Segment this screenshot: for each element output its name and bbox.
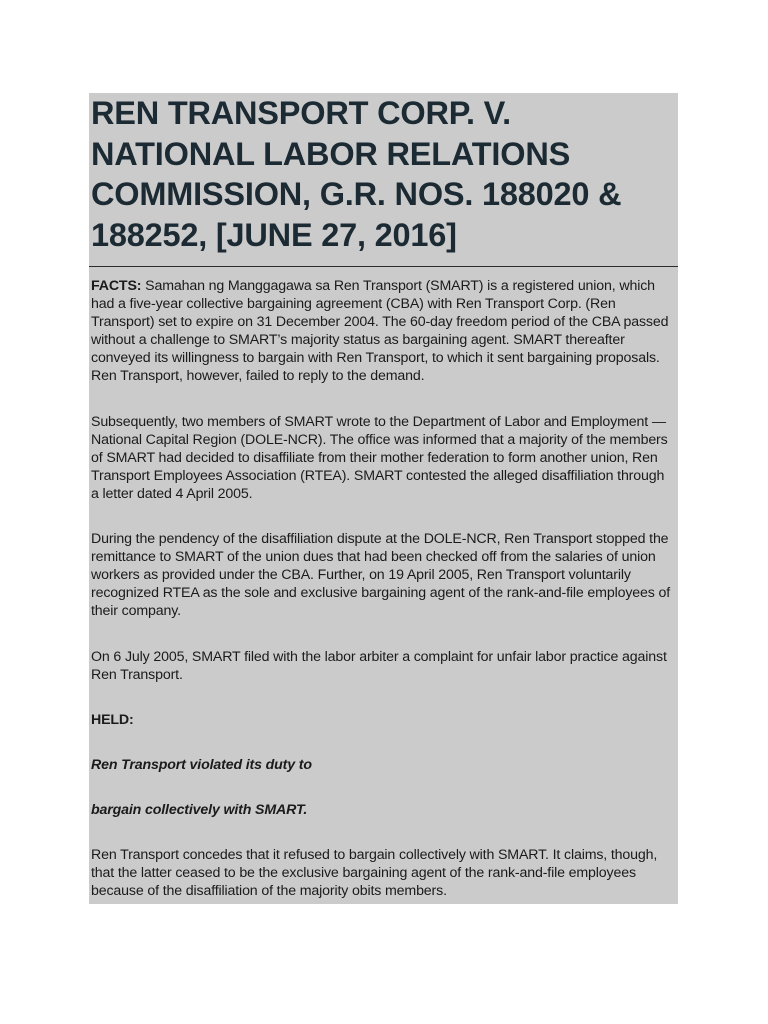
paragraph-disaffiliation: Subsequently, two members of SMART wrote to the Department of Labor and Employment — National Capital Region (DOLE-NCR). The office was informed that a majority of the members of SMART had decided to disaffiliate from their mother federation to form another union, Ren Transport Employees Association (RTEA). SMART contested the alleged disaffiliation through a letter dated 4 April 2005. [91,413,668,502]
document-body [91,277,675,904]
facts-label: FACTS: [91,278,142,294]
ruling-line-2: bargain collectively with SMART. [91,801,308,818]
paragraph-complaint: On 6 July 2005, SMART filed with the labor arbiter a complaint for unfair labor practice against Ren Transport. [91,648,667,683]
paragraph-pendency: During the pendency of the disaffiliation dispute at the DOLE-NCR, Ren Transport stopped the remittance to SMART of the union dues that had been checked off from the salaries of union workers as provided under the CBA. Further, on 19 April 2005, Ren Transport voluntarily recognized RTEA as the sole and exclusive bargaining agent of the rank-and-file employees of their company. [91,531,671,620]
facts-text: Samahan ng Manggagawa sa Ren Transport (SMART) is a registered union, which had a five-year collective bargaining agreement (CBA) with Ren Transport Corp. (Ren Transport) set to expire on 31 December 2004. The 60-day freedom period of the CBA passed without a challenge to SMART’s majority status as bargaining agent. SMART thereafter conveyed its willingness to bargain with Ren Transport, to which it sent bargaining proposals. Ren Transport, however, failed to reply to the demand. [91,278,669,385]
facts-paragraph [91,277,675,386]
case-title: REN TRANSPORT CORP. V. NATIONAL LABOR RELATIONS COMMISSION, G.R. NOS. 188020 & 188252, [JUNE 27, 2016] [91,95,622,253]
paragraph-concession: Ren Transport concedes that it refused to bargain collectively with SMART. It claims, though, that the latter ceased to be the exclusive bargaining agent of the rank-and-file employees because of the disaffiliation of the majority obits members. [91,846,658,900]
held-label: HELD: [91,711,134,728]
document-page [89,93,678,904]
ruling-line-1: Ren Transport violated its duty to [91,756,312,773]
title-divider [89,266,678,267]
